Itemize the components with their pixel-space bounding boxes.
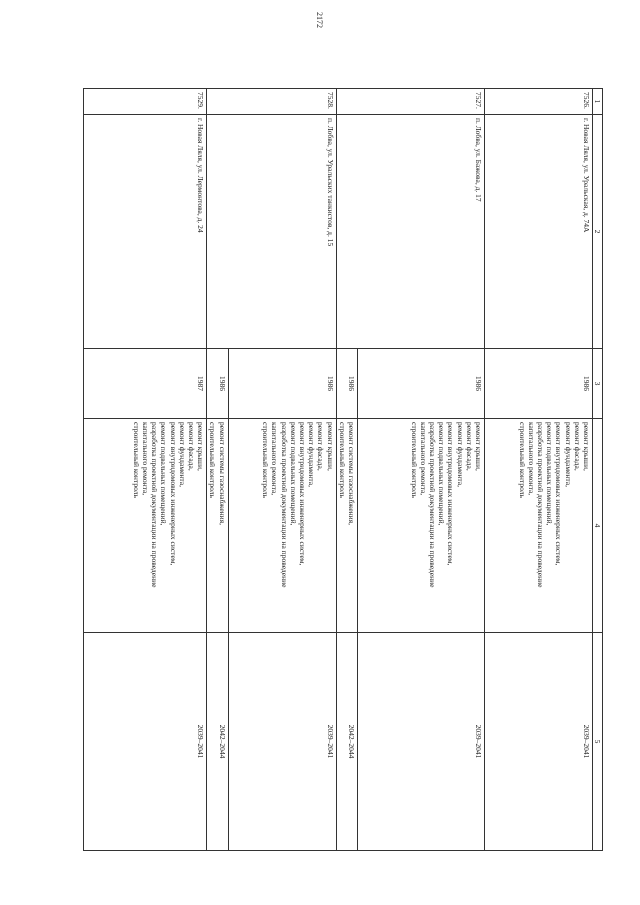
row-number: 7529. (84, 89, 207, 115)
table-row (84, 89, 207, 851)
row-period: 2042–2044 (207, 633, 228, 851)
header-col-5: 5 (593, 633, 603, 851)
table-row (485, 89, 593, 851)
header-row (593, 89, 603, 851)
repair-table (83, 88, 603, 851)
header-col-4: 4 (593, 419, 603, 633)
page-number: 2172 (315, 12, 324, 28)
row-number: 7526. (485, 89, 593, 115)
row-year: 1986 (207, 349, 228, 419)
row-works: ремонт крыши, ремонт фасада, ремонт фундамента, ремонт внутридомовых инженерных систем, ремонт подвальных помещений, разработка проектной документации на проведение капитального ремонта, строительный контроль (485, 419, 593, 633)
row-period: 2042–2044 (336, 633, 357, 851)
table-row (228, 89, 336, 851)
header-col-1: 1 (593, 89, 603, 115)
row-address: г. Новая Ляля, ул. Лермонтова, д. 24 (84, 115, 207, 349)
header-col-3: 3 (593, 349, 603, 419)
table-row (358, 89, 485, 851)
row-period: 2039–2041 (84, 633, 207, 851)
row-year: 1987 (84, 349, 207, 419)
row-address: п. Лобва, ул. Бажова, д. 17 (336, 115, 484, 349)
row-year: 1986 (336, 349, 357, 419)
row-period: 2039–2041 (485, 633, 593, 851)
row-works: ремонт системы газоснабжения, строительный контроль (336, 419, 357, 633)
row-works: ремонт крыши, ремонт фасада, ремонт фундамента, ремонт внутридомовых инженерных систем, ремонт подвальных помещений, разработка проектной документации на проведение капитального ремонта, строительный контроль (228, 419, 336, 633)
row-year: 1986 (485, 349, 593, 419)
row-period: 2039–2041 (228, 633, 336, 851)
row-works: ремонт системы газоснабжения, строительный контроль (207, 419, 228, 633)
row-period: 2039–2041 (358, 633, 485, 851)
row-address: г. Новая Ляля, ул. Уральская, д. 74А (485, 115, 593, 349)
row-works: ремонт крыши, ремонт фасада, ремонт фундамента, ремонт внутридомовых инженерных систем, ремонт подвальных помещений, разработка проектной документации на проведение капитального ремонта, строительный контроль (358, 419, 485, 633)
row-year: 1986 (358, 349, 485, 419)
row-works: ремонт крыши, ремонт фасада, ремонт фундамента, ремонт внутридомовых инженерных систем, ремонт подвальных помещений, разработка проектной документации на проведение капитального ремонта, строительный контроль (84, 419, 207, 633)
row-number: 7528. (207, 89, 336, 115)
row-address: п. Лобва, ул. Уральских танкистов, д. 15 (207, 115, 336, 349)
header-col-2: 2 (593, 115, 603, 349)
row-number: 7527. (336, 89, 484, 115)
rotated-page (54, 88, 603, 850)
row-year: 1986 (228, 349, 336, 419)
